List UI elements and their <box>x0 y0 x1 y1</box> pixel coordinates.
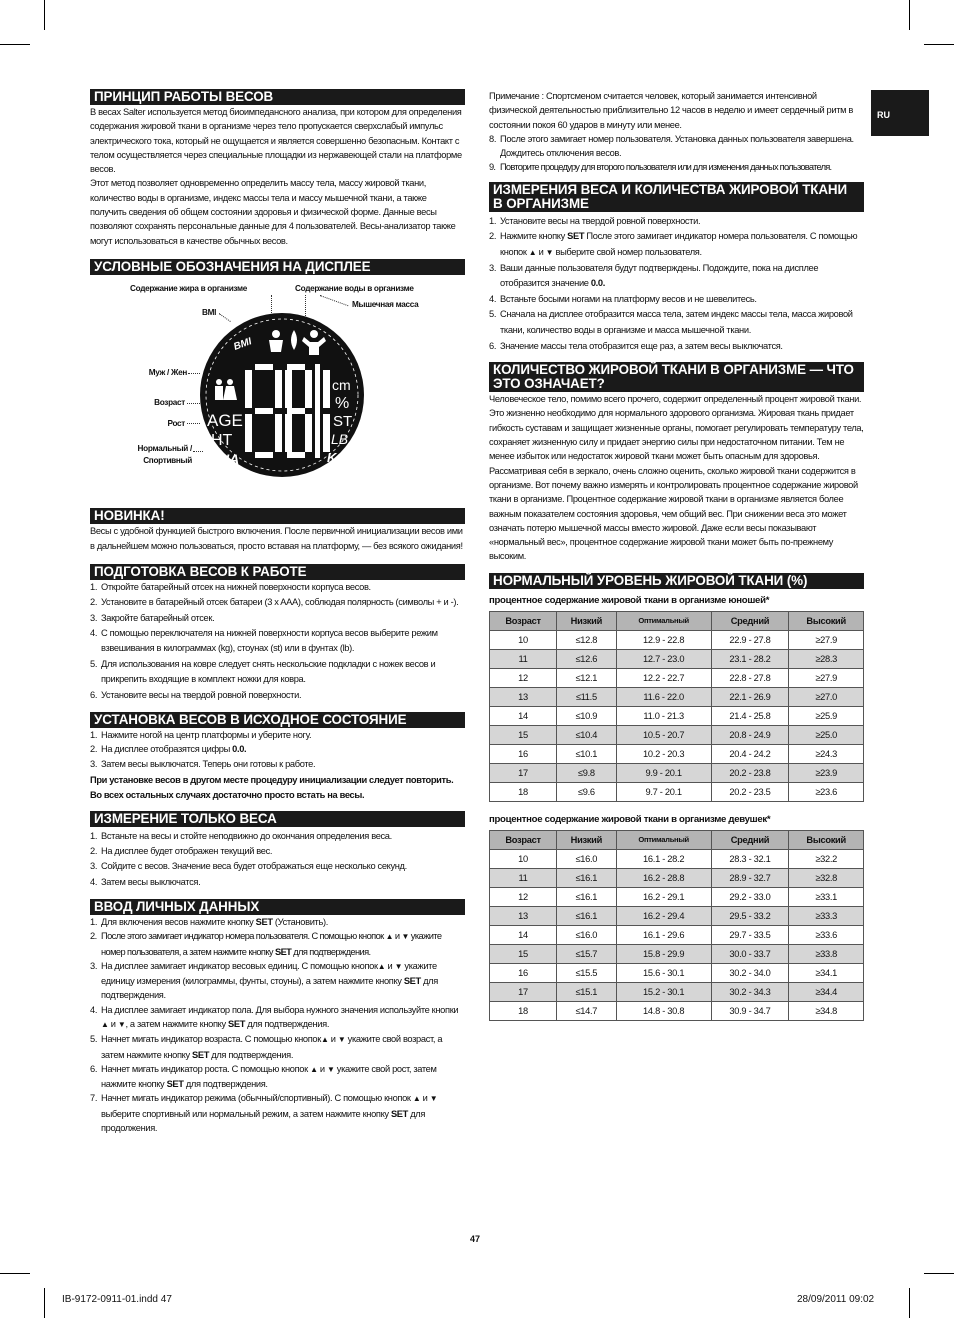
table-cell: 18 <box>490 1001 557 1020</box>
table-cell: ≤10.1 <box>557 744 617 763</box>
footer-datetime: 28/09/2011 09:02 <box>797 1294 875 1305</box>
crop-mark <box>0 1273 30 1274</box>
table-cell: 29.2 - 33.0 <box>711 887 789 906</box>
table-cell: ≥28.3 <box>789 649 864 668</box>
list-item: 3. Ваши данные пользователя будут подтверждены. Подождите, пока на дисплее отобразится значение 0.0. <box>489 262 819 289</box>
label-mode-line1: Нормальный / <box>137 443 192 453</box>
crop-mark <box>924 1273 954 1274</box>
table-row <box>490 925 864 944</box>
section-title-principle: ПРИНЦИП РАБОТЫ ВЕСОВ <box>90 89 465 105</box>
table-cell: 30.2 - 34.3 <box>711 982 789 1001</box>
boys-table-caption: процентное содержание жировой ткани в организме юношей* <box>489 594 770 606</box>
table-cell: 9.9 - 20.1 <box>616 763 711 782</box>
table-row <box>490 849 864 868</box>
table-row <box>490 868 864 887</box>
table-row <box>490 687 864 706</box>
principle-paragraph-1: В весах Salter используется метод биоимпедансного анализа, при котором для определения содержания жировой ткани в организме через тело пропускается сверхслабый импульс электрического тока, который не ощущается и является совершенно безопасным. Контакт с телом осуществляется через специальные площадки из нержавеющей стали на платформе весов. <box>90 107 462 175</box>
label-fat-content: Содержание жира в организме <box>130 283 248 293</box>
table-row <box>490 887 864 906</box>
table-cell: 30.9 - 34.7 <box>711 1001 789 1020</box>
table-cell: 16 <box>490 744 557 763</box>
crop-mark <box>0 44 30 45</box>
table-row <box>490 630 864 649</box>
list-item: 3. Закройте батарейный отсек. <box>90 612 215 623</box>
table-cell: 10.2 - 20.3 <box>616 744 711 763</box>
table-cell: 16.1 - 29.6 <box>616 925 711 944</box>
lcd-bmi-text: BMI <box>232 336 254 353</box>
list-item: 7. Начнет мигать индикатор режима (обычный/спортивный). С помощью кнопок ▲ и ▼ выберите спортивный или нормальный режим, а затем нажмите кнопку SET для продолжения. <box>90 1093 438 1134</box>
list-item: 4. На дисплее замигает индикатор пола. Для выбора нужного значения используйте кнопки ▲ и ▼, а затем нажмите кнопку SET для подтверждения. <box>90 1004 459 1029</box>
column-header: Средний <box>711 830 789 849</box>
table-cell: 23.1 - 28.2 <box>711 649 789 668</box>
label-gender: Муж / Жен <box>148 367 187 377</box>
table-cell: 15.8 - 29.9 <box>616 944 711 963</box>
boys-fat-table <box>489 611 864 802</box>
language-tab <box>871 90 929 136</box>
list-item: 3. Затем весы выключатся. Теперь они готовы к работе. <box>90 758 316 769</box>
list-item: 5. Для использования на ковре следует снять нескольские подкладки с ножек весов и прикрепить входящие в комплект ножки для ковра. <box>90 658 436 685</box>
table-cell: ≥34.4 <box>789 982 864 1001</box>
table-row <box>490 668 864 687</box>
personal-list <box>90 915 465 1135</box>
table-cell: 20.2 - 23.8 <box>711 763 789 782</box>
table-cell: 14.8 - 30.8 <box>616 1001 711 1020</box>
crop-mark <box>44 0 45 30</box>
table-cell: 16.2 - 28.8 <box>616 868 711 887</box>
table-cell: 10.5 - 20.7 <box>616 725 711 744</box>
lcd-percent-text: % <box>335 394 350 412</box>
table-cell: ≥34.8 <box>789 1001 864 1020</box>
column-header: Высокий <box>789 830 864 849</box>
list-item: 1. Нажмите ногой на центр платформы и уберите ногу. <box>90 730 312 741</box>
crop-mark <box>44 1288 45 1318</box>
table-row <box>490 725 864 744</box>
table-cell: ≤16.0 <box>557 925 617 944</box>
table-row <box>490 1001 864 1020</box>
list-item: 1. Встаньте на весы и стойте неподвижно до окончания определения веса. <box>90 830 392 841</box>
table-cell: ≥23.6 <box>789 782 864 801</box>
table-cell: 20.8 - 24.9 <box>711 725 789 744</box>
measure-list <box>489 214 864 354</box>
crop-mark <box>924 44 954 45</box>
initial-list <box>90 728 465 771</box>
section-title-personal: ВВОД ЛИЧНЫХ ДАННЫХ <box>90 899 465 915</box>
table-cell: ≥33.1 <box>789 887 864 906</box>
list-item: 5. Начнет мигать индикатор возраста. С помощью кнопок▲ и ▼ укажите свой возраст, а затем нажмите кнопку SET для подтверждения. <box>90 1034 443 1060</box>
list-item: 3. На дисплее замигает индикатор весовых единиц. С помощью кнопок▲ и ▼ укажите единицу измерения (килограммы, фунты, стоуны), а затем нажмите кнопку SET для подтверждения. <box>90 960 438 1001</box>
table-cell: 15 <box>490 944 557 963</box>
table-row <box>490 744 864 763</box>
table-cell: 16 <box>490 963 557 982</box>
list-item: 3. Сойдите с весов. Значение веса будет отображаться еще несколько секунд. <box>90 861 407 872</box>
table-cell: 17 <box>490 763 557 782</box>
table-cell: ≤9.6 <box>557 782 617 801</box>
table-cell: 14 <box>490 925 557 944</box>
table-cell: 14 <box>490 706 557 725</box>
label-bmi: BMI <box>202 307 217 317</box>
list-item: 1. Откройте батарейный отсек на нижней поверхности корпуса весов. <box>90 581 371 592</box>
table-cell: ≥33.6 <box>789 925 864 944</box>
table-cell: 11.0 - 21.3 <box>616 706 711 725</box>
table-cell: ≤9.8 <box>557 763 617 782</box>
table-cell: 16.1 - 28.2 <box>616 849 711 868</box>
table-cell: ≤10.9 <box>557 706 617 725</box>
lcd-kg-text: KG <box>327 449 347 465</box>
girls-fat-table <box>489 830 864 1021</box>
table-cell: 22.1 - 26.9 <box>711 687 789 706</box>
label-muscle-mass: Мышечная масса <box>352 299 419 309</box>
list-item: 2. На дисплее отобразятся цифры 0.0. <box>90 744 247 755</box>
list-item: 9. Повторите процедуру для второго пользователя или для изменения данных пользователя. <box>489 162 832 173</box>
table-row <box>490 944 864 963</box>
table-cell: 21.4 - 25.8 <box>711 706 789 725</box>
list-item: 2. На дисплее будет отображен текущий вес. <box>90 846 273 857</box>
section-title-weight-only: ИЗМЕРЕНИЕ ТОЛЬКО ВЕСА <box>90 811 465 827</box>
list-item: 6. Установите весы на твердой ровной поверхности. <box>90 689 302 700</box>
column-header: Средний <box>711 611 789 630</box>
section-title-display: УСЛОВНЫЕ ОБОЗНАЧЕНИЯ НА ДИСПЛЕЕ <box>90 259 465 275</box>
table-row <box>490 763 864 782</box>
table-cell: ≤15.7 <box>557 944 617 963</box>
table-cell: 30.0 - 33.7 <box>711 944 789 963</box>
lcd-ht-text: HT <box>211 431 233 449</box>
table-cell: 11 <box>490 649 557 668</box>
table-cell: 18 <box>490 782 557 801</box>
table-cell: ≥27.9 <box>789 630 864 649</box>
right-column <box>489 89 864 1021</box>
footer-file: IB-9172-0911-01.indd 47 <box>62 1294 172 1305</box>
table-cell: 15.2 - 30.1 <box>616 982 711 1001</box>
label-water-content: Содержание воды в организме <box>295 283 414 293</box>
list-item: 2. Нажмите кнопку SET После этого замигает индикатор номера пользователя. С помощью кнопок ▲ и ▼ выберите свой номер пользователя. <box>489 231 858 257</box>
table-cell: ≤16.0 <box>557 849 617 868</box>
table-cell: ≤12.6 <box>557 649 617 668</box>
lcd-cm-text: cm <box>332 376 351 393</box>
table-cell: ≥32.8 <box>789 868 864 887</box>
column-header: Возраст <box>490 611 557 630</box>
table-cell: 12.2 - 22.7 <box>616 668 711 687</box>
table-cell: 13 <box>490 687 557 706</box>
list-item: 5. Сначала на дисплее отобразится масса тела, затем индекс массы тела, масса жировой ткани, количество воды в организме и масса мышечной ткани. <box>489 309 853 335</box>
section-title-measure: ИЗМЕРЕНИЯ ВЕСА И КОЛИЧЕСТВА ЖИРОВОЙ ТКАНИ В ОРГАНИЗМЕ <box>489 182 864 212</box>
section-title-initial: УСТАНОВКА ВЕСОВ В ИСХОДНОЕ СОСТОЯНИЕ <box>90 712 465 728</box>
weight-only-list <box>90 829 465 890</box>
table-cell: ≥33.8 <box>789 944 864 963</box>
table-row <box>490 906 864 925</box>
list-item: 6. Начнет мигать индикатор роста. С помощью кнопок ▲ и ▼ укажите свой рост, затем нажмите кнопку SET для подтверждения. <box>90 1063 437 1090</box>
list-item: 6. Значение массы тела отобразится еще раз, а затем весы выключатся. <box>489 340 783 351</box>
table-cell: ≤15.5 <box>557 963 617 982</box>
list-item: 4. Затем весы выключатся. <box>90 876 201 887</box>
table-cell: 22.8 - 27.8 <box>711 668 789 687</box>
list-item: 4. Встаньте босыми ногами на платформу весов и не шевелитесь. <box>489 293 757 304</box>
table-cell: ≥24.3 <box>789 744 864 763</box>
table-cell: 29.7 - 33.5 <box>711 925 789 944</box>
table-cell: 17 <box>490 982 557 1001</box>
table-cell: ≥25.0 <box>789 725 864 744</box>
table-row <box>490 782 864 801</box>
table-cell: ≥27.0 <box>789 687 864 706</box>
table-cell: 12 <box>490 887 557 906</box>
table-cell: ≤12.8 <box>557 630 617 649</box>
column-header: Оптимальный <box>616 830 711 849</box>
personal-list-continued <box>489 132 864 175</box>
table-cell: 12.7 - 23.0 <box>616 649 711 668</box>
athlete-note: Примечание : Спортсменом считается человек, который занимается интенсивной физической деятельностью приблизительно 12 часов в неделю и имеет сердечный ритм в состоянии покоя 60 ударов в минуту или менее. <box>489 91 853 130</box>
column-header: Низкий <box>557 830 617 849</box>
list-item: 1. Установите весы на твердой ровной поверхности. <box>489 215 701 226</box>
list-item: 2. Установите в батарейный отсек батареи (3 x AAA), соблюдая полярность (символы + и -). <box>90 597 459 608</box>
lcd-st-text: ST <box>333 412 353 430</box>
list-item: 2. После этого замигает индикатор номера пользователя. С помощью кнопок ▲ и ▼ укажите номер пользователя, а затем нажмите кнопку SET для подтверждения. <box>90 931 442 957</box>
label-mode-line2: Спортивный <box>143 455 192 465</box>
table-cell: 10 <box>490 630 557 649</box>
table-cell: ≥32.2 <box>789 849 864 868</box>
table-cell: ≤16.1 <box>557 906 617 925</box>
column-header: Возраст <box>490 830 557 849</box>
section-title-new: НОВИНКА! <box>90 508 465 524</box>
table-cell: 20.4 - 24.2 <box>711 744 789 763</box>
table-cell: ≥27.9 <box>789 668 864 687</box>
table-cell: 20.2 - 23.5 <box>711 782 789 801</box>
table-cell: ≤11.5 <box>557 687 617 706</box>
table-cell: 29.5 - 33.2 <box>711 906 789 925</box>
table-cell: ≤15.1 <box>557 982 617 1001</box>
column-header: Низкий <box>557 611 617 630</box>
lcd-lb-text: LB <box>331 430 349 447</box>
leader-line <box>320 295 349 306</box>
initial-note: При установке весов в другом месте процедуру инициализации следует повторить. Во всех остальных случаях достаточно просто встать на весы. <box>90 774 454 801</box>
lcd-display <box>199 312 365 478</box>
table-cell: 12 <box>490 668 557 687</box>
crop-mark <box>909 1288 910 1318</box>
table-cell: 13 <box>490 906 557 925</box>
section-title-normal: НОРМАЛЬНЫЙ УРОВЕНЬ ЖИРОВОЙ ТКАНИ (%) <box>489 573 864 589</box>
table-cell: ≥25.9 <box>789 706 864 725</box>
label-age: Возраст <box>154 397 185 407</box>
table-cell: ≥34.1 <box>789 963 864 982</box>
section-title-prepare: ПОДГОТОВКА ВЕСОВ К РАБОТЕ <box>90 564 465 580</box>
table-row <box>490 982 864 1001</box>
table-cell: 9.7 - 20.1 <box>616 782 711 801</box>
display-diagram <box>90 275 465 508</box>
table-row <box>490 649 864 668</box>
table-cell: 22.9 - 27.8 <box>711 630 789 649</box>
language-tab-label: RU <box>877 110 890 120</box>
table-cell: ≤16.1 <box>557 868 617 887</box>
lcd-na-text: NA <box>219 450 240 467</box>
page-number: 47 <box>470 1234 481 1244</box>
table-cell: 15 <box>490 725 557 744</box>
table-cell: 11.6 - 22.0 <box>616 687 711 706</box>
table-cell: ≤10.4 <box>557 725 617 744</box>
table-cell: ≤12.1 <box>557 668 617 687</box>
girls-table-caption: процентное содержание жировой ткани в организме девушек* <box>489 813 771 825</box>
table-row <box>490 706 864 725</box>
table-cell: 28.9 - 32.7 <box>711 868 789 887</box>
table-cell: ≤14.7 <box>557 1001 617 1020</box>
table-cell: ≤16.1 <box>557 887 617 906</box>
table-row <box>490 963 864 982</box>
table-cell: 30.2 - 34.0 <box>711 963 789 982</box>
meaning-paragraph: Человеческое тело, помимо всего прочего, содержит определенный процент жировой ткани. Это жизненно необходимо для нормального здорового организма. Жировая ткань придает гибкость суставам и защищает жизненные органы, помогает регулировать температуру тела, сохраняет жизненную силу и придает энергию силы при недостаточном питании. Тем не менее избыток или недостаток жировой ткани может быть опасным для здоровья. Рассматривая себя в зеркало, очень сложно оценить, сколько жировой ткани содержится в организме. Вот почему важно измерять и контролировать процентное содержание жировой ткани в организме. Процентное содержание жировой ткани в организме является более важным показателем состояния здоровья, чем общий вес. При снижении веса это может означать потерю мышечной массы вместо жировой. Даже если весы показывают «нормальный вес», процентное содержание жировой ткани может быть по-прежнему высоким. <box>489 394 864 562</box>
table-cell: 15.6 - 30.1 <box>616 963 711 982</box>
table-cell: 28.3 - 32.1 <box>711 849 789 868</box>
lcd-age-text: AGE <box>207 410 243 430</box>
table-cell: 16.2 - 29.1 <box>616 887 711 906</box>
table-cell: 11 <box>490 868 557 887</box>
table-cell: ≥23.9 <box>789 763 864 782</box>
column-header: Высокий <box>789 611 864 630</box>
table-cell: 10 <box>490 849 557 868</box>
new-paragraph: Весы с удобной функцией быстрого включения. После первичной инициализации весов ими в дальнейшем можно пользоваться, просто вставая на платформу, — без всякого ожидания! <box>90 525 463 552</box>
left-column <box>90 89 465 1135</box>
column-header: Оптимальный <box>616 611 711 630</box>
prepare-list <box>90 580 465 703</box>
table-cell: 16.2 - 29.4 <box>616 906 711 925</box>
table-cell: ≥33.3 <box>789 906 864 925</box>
principle-paragraph-2: Этот метод позволяет одновременно определить массу тела, массу жировой ткани, количество воды в организме, индекс массы тела и массу мышечной ткани, а также получить сведения об общем состоянии здоровья и физической форме. Данные весы позволяют сохранять персональные данные для 4 пользователей. Весы-анализатор также могут использоваться в качестве обычных весов. <box>90 178 456 246</box>
section-title-meaning: КОЛИЧЕСТВО ЖИРОВОЙ ТКАНИ В ОРГАНИЗМЕ — ЧТО ЭТО ОЗНАЧАЕТ? <box>489 362 864 392</box>
list-item: 4. С помощью переключателя на нижней поверхности корпуса весов выберите режим взвешивания в килограммах (kg), стоунах (st) или в фунтах (lb). <box>90 628 438 654</box>
label-height: Рост <box>167 418 185 428</box>
list-item: 1. Для включения весов нажмите кнопку SET (Установить). <box>90 916 328 927</box>
crop-mark <box>909 0 910 30</box>
list-item: 8. После этого замигает номер пользователя. Установка данных пользователя завершена. Дождитесь отключения весов. <box>489 133 854 159</box>
table-cell: 12.9 - 22.8 <box>616 630 711 649</box>
